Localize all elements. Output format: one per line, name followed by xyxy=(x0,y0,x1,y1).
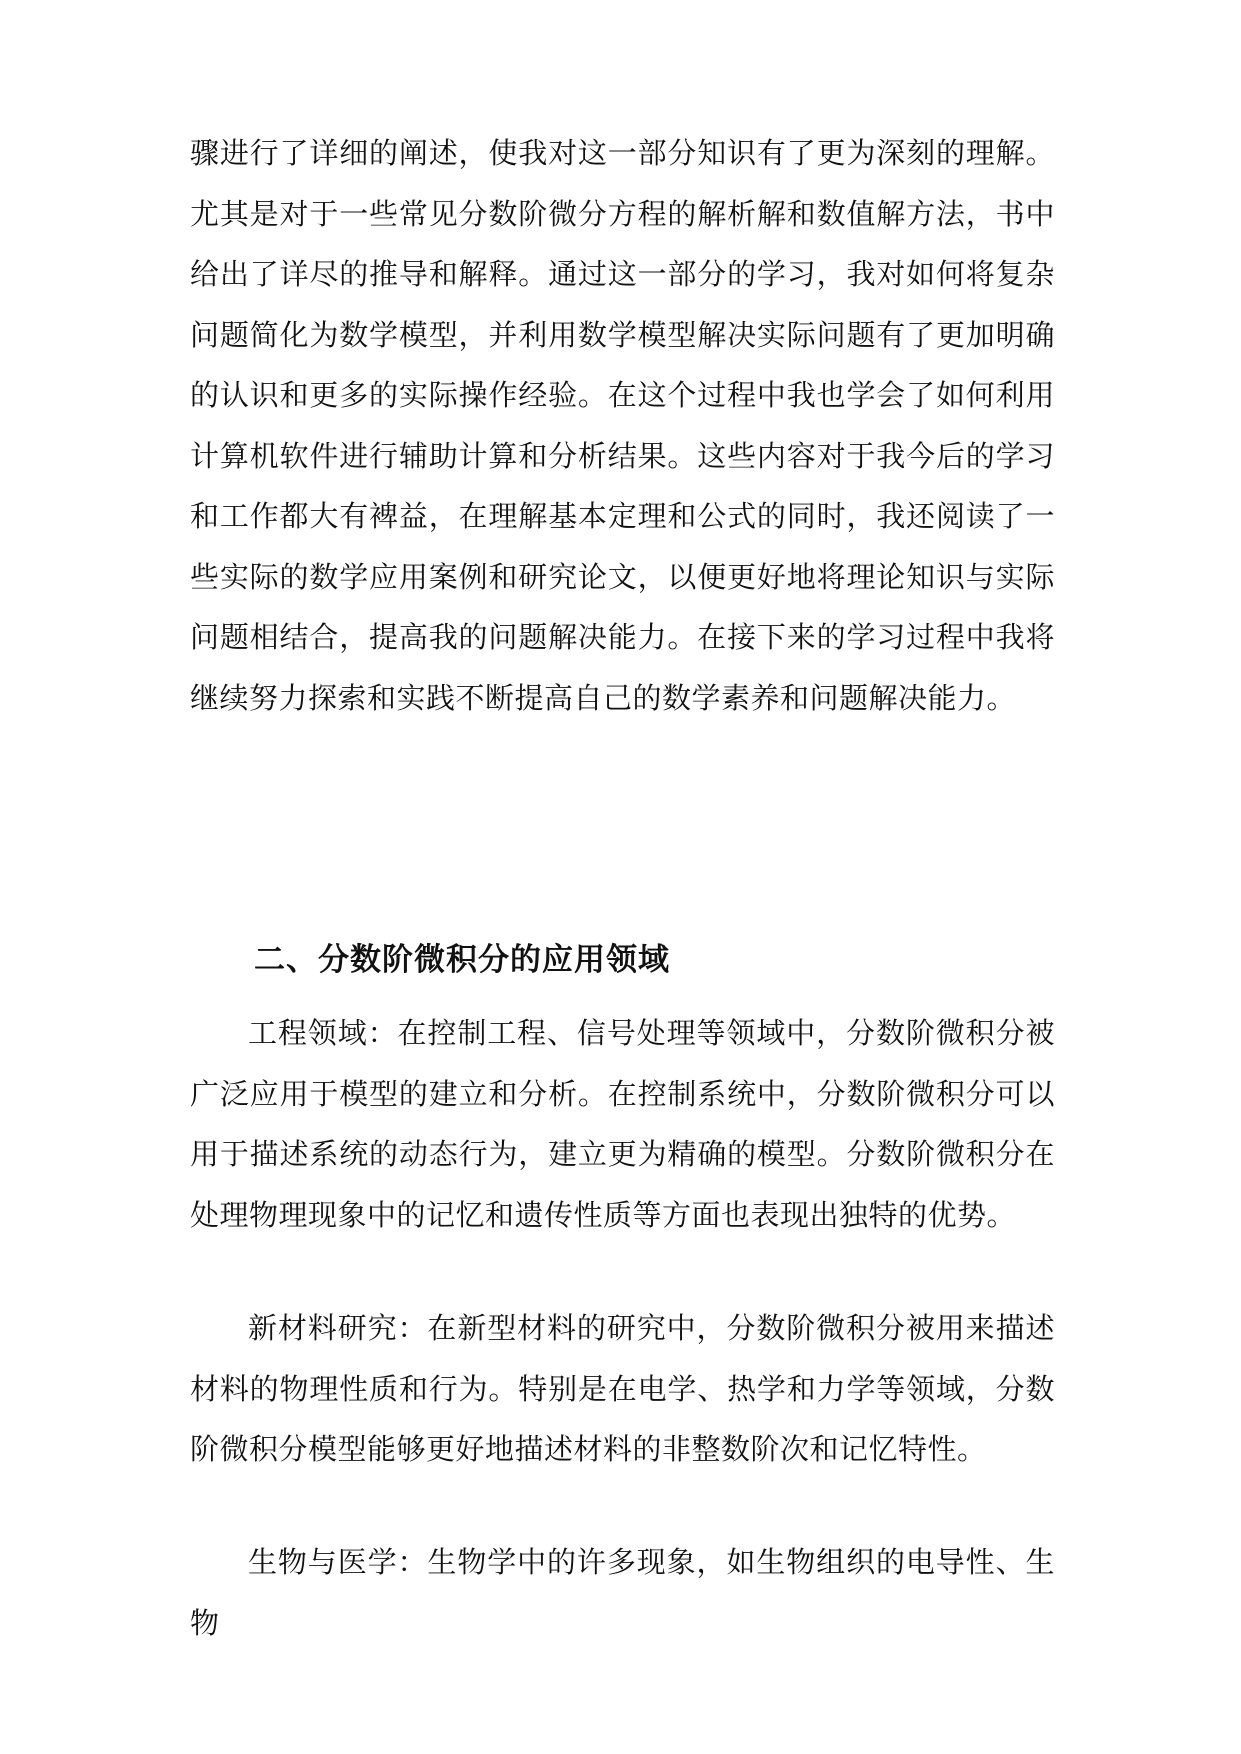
paragraph-continuation: 骤进行了详细的阐述，使我对这一部分知识有了更为深刻的理解。尤其是对于一些常见分数阶微分方程的解析解和数值解方法，书中给出了详尽的推导和解释。通过这一部分的学习，我对如何将复杂问题简化为数学模型，并利用数学模型解决实际问题有了更加明确的认识和更多的实际操作经验。在这个过程中我也学会了如何利用计算机软件进行辅助计算和分析结果。这些内容对于我今后的学习和工作都大有裨益，在理解基本定理和公式的同时，我还阅读了一些实际的数学应用案例和研究论文，以便更好地将理论知识与实际问题相结合，提高我的问题解决能力。在接下来的学习过程中我将继续努力探索和实践不断提高自己的数学素养和问题解决能力。 xyxy=(190,136,1055,715)
paragraph-engineering: 工程领域：在控制工程、信号处理等领域中，分数阶微积分被广泛应用于模型的建立和分析。在控制系统中，分数阶微积分可以用于描述系统的动态行为，建立更为精确的模型。分数阶微积分在处理物理现象中的记忆和遗传性质等方面也表现出独特的优势。 xyxy=(190,1016,1055,1232)
paragraph-materials: 新材料研究：在新型材料的研究中，分数阶微积分被用来描述材料的物理性质和行为。特别是在电学、热学和力学等领域，分数阶微积分模型能够更好地描述材料的非整数阶次和记忆特性。 xyxy=(190,1311,1055,1466)
section-heading: 二、分数阶微积分的应用领域 xyxy=(254,942,670,978)
paragraph-biomedicine: 生物与医学：生物学中的许多现象，如生物组织的电导性、生物 xyxy=(190,1545,1055,1640)
